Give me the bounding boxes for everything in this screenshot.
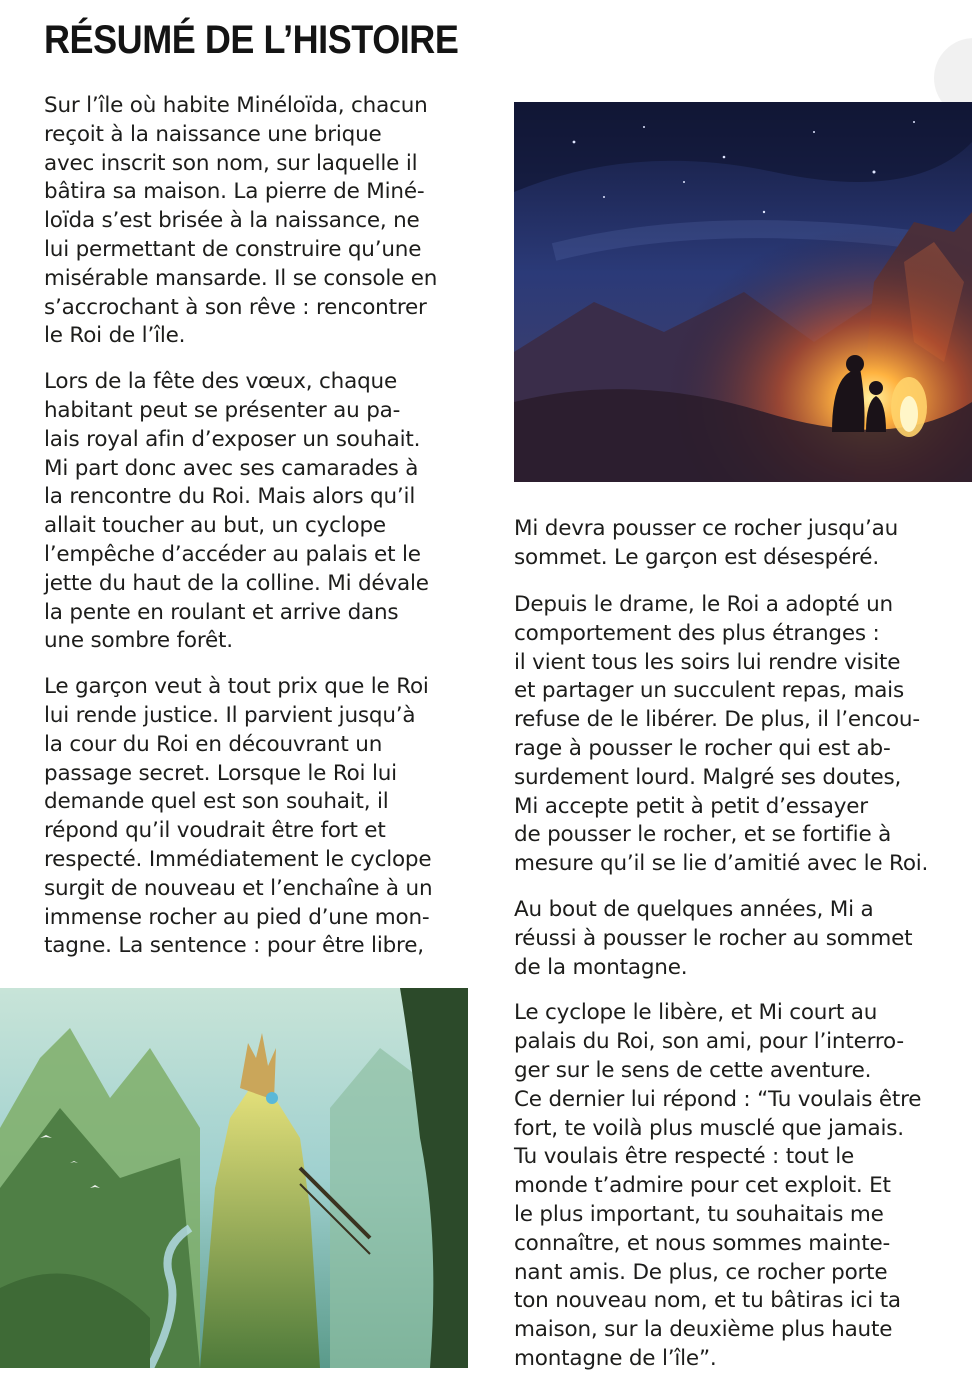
paragraph-3 <box>44 673 474 961</box>
text-line: montagne de l’île”. <box>514 1345 717 1371</box>
text-line: Mi part donc avec ses camarades à <box>44 455 419 481</box>
text-line: palais du Roi, son ami, pour l’interro- <box>514 1029 904 1055</box>
paragraph-6 <box>514 999 954 1373</box>
paragraph-4 <box>514 591 954 879</box>
text-line: Mi accepte petit à petit d’essayer <box>514 793 868 819</box>
text-line: nant amis. De plus, ce rocher porte <box>514 1259 888 1285</box>
text-line: respecté. Immédiatement le cyclope <box>44 846 432 872</box>
text-line: et partager un succulent repas, mais <box>514 678 904 704</box>
text-line: lais royal afin d’exposer un souhait. <box>44 426 421 452</box>
text-line: le Roi de l’île. <box>44 323 186 349</box>
text-line: de la montagne. <box>514 954 688 980</box>
text-line: reçoit à la naissance une brique <box>44 121 382 147</box>
right-column <box>514 591 954 1374</box>
text-line: ton nouveau nom, et tu bâtiras ici ta <box>514 1288 901 1314</box>
text-line: passage secret. Lorsque le Roi lui <box>44 760 397 786</box>
text-line: mesure qu’il se lie d’amitié avec le Roi. <box>514 851 929 877</box>
text-line: Lors de la fête des vœux, chaque <box>44 369 397 395</box>
text-line: immense rocher au pied d’une mon- <box>44 904 430 930</box>
text-line: ger sur le sens de cette aventure. <box>514 1057 872 1083</box>
text-line: surgit de nouveau et l’enchaîne à un <box>44 875 433 901</box>
text-line: le plus important, tu souhaitais me <box>514 1201 884 1227</box>
text-line: Le garçon veut à tout prix que le Roi <box>44 674 429 700</box>
text-line: lui permettant de construire qu’une <box>44 236 422 262</box>
text-line: Sur l’île où habite Minéloïda, chacun <box>44 93 428 118</box>
text-line: une sombre forêt. <box>44 628 233 654</box>
text-line: la pente en roulant et arrive dans <box>44 599 399 625</box>
left-column <box>44 92 474 978</box>
text-line: monde t’admire pour cet exploit. Et <box>514 1173 891 1199</box>
paragraph-continuation <box>514 515 954 573</box>
text-line: la cour du Roi en découvrant un <box>44 731 383 757</box>
text-line: répond qu’il voudrait être fort et <box>44 818 386 844</box>
text-line: Tu voulais être respecté : tout le <box>514 1144 855 1170</box>
text-line: comportement des plus étranges : <box>514 620 880 646</box>
text-line: tagne. La sentence : pour être libre, <box>44 933 424 959</box>
text-line: Depuis le drame, le Roi a adopté un <box>514 592 893 617</box>
text-line: Le cyclope le libère, et Mi court au <box>514 1000 878 1026</box>
text-line: jette du haut de la colline. Mi dévale <box>44 570 429 596</box>
text-line: il vient tous les soirs lui rendre visite <box>514 649 901 675</box>
text-line: Mi devra pousser ce rocher jusqu’au <box>514 516 898 541</box>
text-line: loïda s’est brisée à la naissance, ne <box>44 208 420 234</box>
text-line: fort, te voilà plus musclé que jamais. <box>514 1115 904 1141</box>
mountain-landscape-illustration <box>0 988 468 1368</box>
paragraph-1 <box>44 92 474 351</box>
text-line: s’accrochant à son rêve : rencontrer <box>44 294 427 320</box>
text-line: surdement lourd. Malgré ses doutes, <box>514 764 902 790</box>
text-line: l’empêche d’accéder au palais et le <box>44 541 421 567</box>
text-line: réussi à pousser le rocher au sommet <box>514 925 913 951</box>
text-line: habitant peut se présenter au pa- <box>44 397 401 423</box>
text-line: la rencontre du Roi. Mais alors qu’il <box>44 484 416 510</box>
text-line: rage à pousser le rocher qui est ab- <box>514 735 891 761</box>
text-line: demande quel est son souhait, il <box>44 789 389 815</box>
page-title: RÉSUMÉ DE L’HISTOIRE <box>44 18 459 62</box>
night-campfire-illustration <box>514 102 972 482</box>
text-line: de pousser le rocher, et se fortifie à <box>514 822 892 848</box>
text-line: maison, sur la deuxième plus haute <box>514 1317 893 1343</box>
text-line: allait toucher au but, un cyclope <box>44 513 386 539</box>
text-line: sommet. Le garçon est désespéré. <box>514 544 879 570</box>
right-column-continuation <box>514 515 954 590</box>
paragraph-2 <box>44 368 474 656</box>
text-line: connaître, et nous sommes mainte- <box>514 1230 891 1256</box>
text-line: refuse de le libérer. De plus, il l’encou- <box>514 707 920 733</box>
text-line: lui rende justice. Il parvient jusqu’à <box>44 702 416 728</box>
text-line: Ce dernier lui répond : “Tu voulais être <box>514 1086 922 1112</box>
text-line: misérable mansarde. Il se console en <box>44 265 438 291</box>
paragraph-5 <box>514 896 954 982</box>
text-line: bâtira sa maison. La pierre de Miné- <box>44 179 425 205</box>
text-line: avec inscrit son nom, sur laquelle il <box>44 150 418 176</box>
text-line: Au bout de quelques années, Mi a <box>514 896 874 922</box>
